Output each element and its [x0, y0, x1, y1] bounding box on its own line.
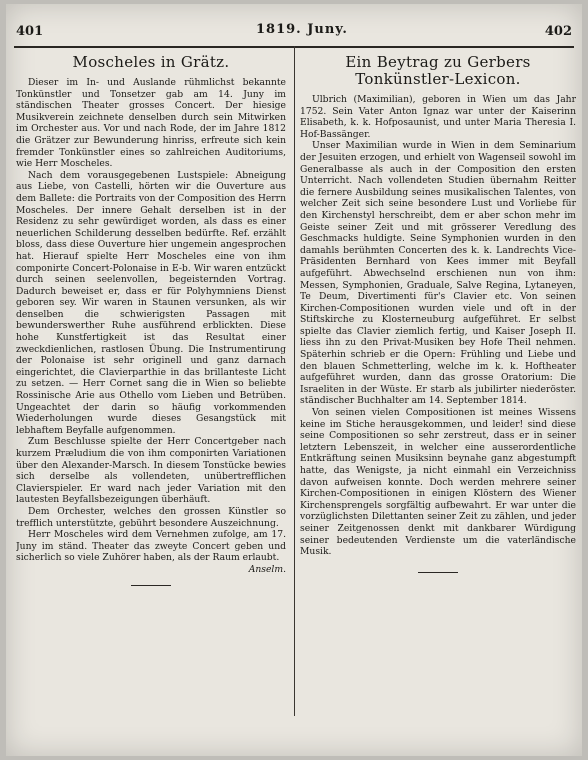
left-paragraph-4: Dem Orchester, welches den grossen Künstler so trefflich unterstützte, gebührt besondere Auszeichnung. — [16, 505, 286, 529]
running-head — [6, 4, 582, 44]
left-column — [16, 48, 286, 698]
left-paragraph-5: Herr Moscheles wird dem Vernehmen zufolge, am 17. Juny im ständ. Theater das zweyte Concert geben und sicherlich so viele Zuhörer haben, als der Raum erlaubt. — [16, 529, 286, 564]
page-number-right: 402 — [544, 24, 572, 39]
page-number-left: 401 — [16, 24, 44, 39]
column-divider — [294, 46, 295, 716]
right-column — [300, 48, 576, 698]
newspaper-page — [6, 4, 582, 756]
right-end-rule — [418, 572, 458, 573]
right-paragraph-2: Unser Maximilian wurde in Wien in dem Seminarium der Jesuiten erzogen, und erhielt von Wagenseil sowohl im Generalbasse als auch in der Composition den ersten Unterricht. Nach vollendeten Studien übernahm Reitter die fernere Ausbildung seines musikalischen Talentes, von welcher Zeit sich seine besondere Lust und Vorliebe für den Kirchenstyl herschreibt, dem er aber schon mehr im Geiste seiner Zeit und mit grösserer Veredlung des Geschmacks huldigte. Seine Symphonien wurden in den damahls berühmten Concerten des k. k. Landrechts Vice-Präsidenten Bernhard von Kees immer mit Beyfall aufgeführt. Abwechselnd erschienen nun von ihm: Messen, Symphonien, Graduale, Salve Regina, Lytaneyen, Te Deum, Divertimenti für's Clavier etc. Von seinen Kirchen-Compositionen wurden viele und oft in der Stiftskirche zu Klosterneuburg aufgeführet. Er selbst spielte das Clavier ziemlich fertig, und Kaiser Joseph II. liess ihn zu den Privat-Musiken bey Hofe Theil nehmen. Späterhin schrieb er die Opern: Frühling und Liebe und den blauen Schmetterling, welche im k. k. Hoftheater aufgeführet wurden, dann das grosse Oratorium: Die Israeliten in der Wüste. Er starb als jubilirter niederöster. ständischer Buchhalter am 14. September 1814. — [300, 140, 576, 407]
right-article-title: Ein Beytrag zu Gerbers Tonkünstler-Lexicon. — [345, 53, 531, 88]
left-article-title: Moscheles in Grätz. — [72, 53, 230, 71]
left-paragraph-2: Nach dem vorausgegebenen Lustspiele: Abneigung aus Liebe, von Castelli, hörten wir die Ouverture aus dem Ballete: die Portraits von der Composition des Herrn Moscheles. Der innere Gehalt derselben ist in der Residenz zu sehr gewürdiget worden, als dass es einer neuerlichen Schilderung desselben bedürfte. Ref. erzählt bloss, dass diese Ouverture hier ungemein angesprochen hat. Hierauf spielte Herr Moscheles eine von ihm componirte Concert-Polonaise in E-b. Wir waren entzückt durch seinen seelenvollen, begeisternden Vortrag. Dadurch beweiset er, dass er für Polyhymniens Dienst geboren sey. Wir waren in Staunen versunken, als wir denselben die schwierigsten Passagen mit bewunderswerther Ruhe ausführend erblickten. Diese hohe Kunstfertigkeit ist das Resultat einer zweckdienlichen, rastlosen Übung. Die Instrumentirung der Polonaise ist sehr originell und ganz darnach eingerichtet, die Clavierparthie in das brillanteste Licht zu setzen. — Herr Cornet sang die in Wien so beliebte Rossinische Arie aus Othello vom Lieben und Betrüben. Ungeachtet der darin so häufig vorkommenden Wiederholungen wurde dieses Gesangstück mit lebhaftem Beyfalle aufgenommen. — [16, 169, 286, 436]
running-head-date: 1819. Juny. — [256, 22, 348, 37]
left-paragraph-1: Dieser im In- und Auslande rühmlichst bekannte Tonkünstler und Tonsetzer gab am 14. Juny im ständischen Theater grosses Concert. Der hiesige Musikverein zeichnete denselben durch sein Mitwirken im Orchester aus. Vor und nach Rode, der im Jahre 1812 die Grätzer zur Bewunderung hinriss, erfreute sich kein fremder Tonkünstler eines so zahlreichen Auditoriums, wie Herr Moscheles. — [16, 77, 286, 170]
right-paragraph-3: Von seinen vielen Compositionen ist meines Wissens keine im Stiche herausgekommen, und leider! sind diese seine Compositionen so sehr zerstreut, dass er in seiner letztern Lebenszeit, in welcher eine ausserordentliche Entkräftung seinen Musiksinn beynahe ganz abgestumpft hatte, das Wenigste, ja nicht einmahl ein Verzeichniss davon aufweisen konnte. Doch werden mehrere seiner Kirchen-Compositionen in einigen Klöstern des Wiener Kirchensprengels sorgfältig aufbewahrt. Er war unter die vorzüglichsten Dilettanten seiner Zeit zu zählen, und jeder seiner Zeitgenossen denkt mit dankbarer Würdigung seiner bedeutenden Verdienste um die vaterländische Musik. — [300, 407, 576, 558]
left-paragraph-3: Zum Beschlusse spielte der Herr Concertgeber nach kurzem Præludium die von ihm componirten Variationen über den Alexander-Marsch. In diesem Tonstücke bewies sich derselbe als vollendeten, unübertrefflichen Clavierspieler. Er ward nach jeder Variation mit den lautesten Beyfallsbezeigungen überhäuft. — [16, 436, 286, 506]
right-paragraph-1: Ulbrich (Maximilian), geboren in Wien um das Jahr 1752. Sein Vater Anton Ignaz war unter der Kaiserinn Elisabeth, k. k. Hofposaunist, und unter Maria Theresia I. Hof-Bassänger. — [300, 94, 576, 140]
left-signature: Anselm. — [248, 563, 286, 575]
left-end-rule — [131, 585, 171, 586]
